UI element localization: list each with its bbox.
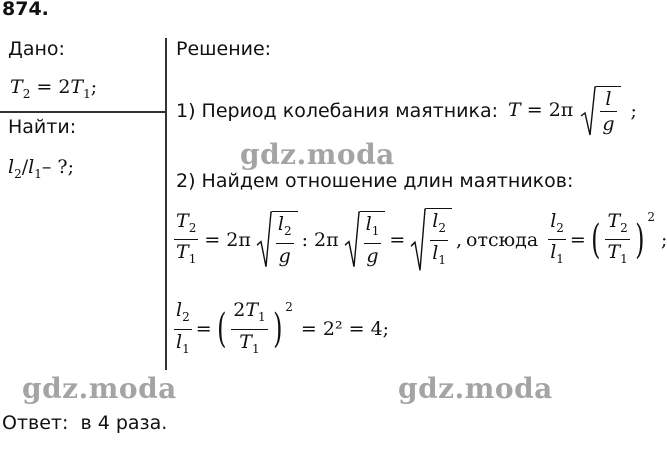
radical-sign	[411, 208, 426, 272]
result-line: $\frac{l_2}{l_1}$ = ( $\frac{2T_1}{T_1}$ ) $^2$ = 2² = 4;	[176, 299, 390, 356]
step2-text: 2) Найдем отношение длин маятников:	[176, 170, 574, 192]
given-value: $T_2 = 2T_1$;	[10, 76, 98, 101]
radical-sign	[581, 86, 596, 136]
sqrt-l2-over-g: $\frac{l_2}{g}$	[257, 211, 298, 268]
answer-text: Ответ: в 4 раза.	[2, 412, 168, 434]
connector-text: отсюда	[466, 228, 539, 251]
watermark-bottom-right: gdz.moda	[398, 372, 553, 405]
find-value: $l_2/l_1-$ ?;	[8, 156, 74, 181]
period-formula: T = 2π $\frac{l}{g}$	[508, 86, 620, 136]
horizontal-divider	[0, 111, 166, 113]
watermark-bottom-left: gdz.moda	[22, 372, 177, 405]
radical-sign	[257, 211, 272, 268]
sqrt-l-over-g: $\frac{l}{g}$	[581, 86, 620, 136]
problem-number: 874.	[2, 0, 49, 20]
step1-line	[176, 86, 637, 136]
find-label: Найти:	[8, 116, 77, 138]
step1-tail: ;	[630, 100, 637, 122]
given-label: Дано:	[8, 38, 65, 60]
radical-sign	[345, 211, 360, 268]
result-tail: = 2² = 4;	[300, 318, 390, 341]
step1-text: 1) Период колебания маятника:	[176, 100, 499, 122]
watermark-top: gdz.moda	[240, 138, 395, 171]
solution-label: Решение:	[176, 38, 272, 60]
sqrt-l1-over-g: $\frac{l_1}{g}$	[345, 211, 386, 268]
vertical-divider	[165, 38, 167, 370]
sqrt-l2-over-l1: $\frac{l_2}{l_1}$	[411, 208, 452, 272]
ratio-derivation: $\frac{T_2}{T_1}$ = 2π $\frac{l_2}{g}$ : 2π $\frac{l_1}{g}$ = $\frac{l_2}{l_1}$ , отсюда $\frac{l_2}{l_1}$ = ( $\frac{T_2}{T_1}$ ) $^2$ ;	[172, 208, 667, 272]
